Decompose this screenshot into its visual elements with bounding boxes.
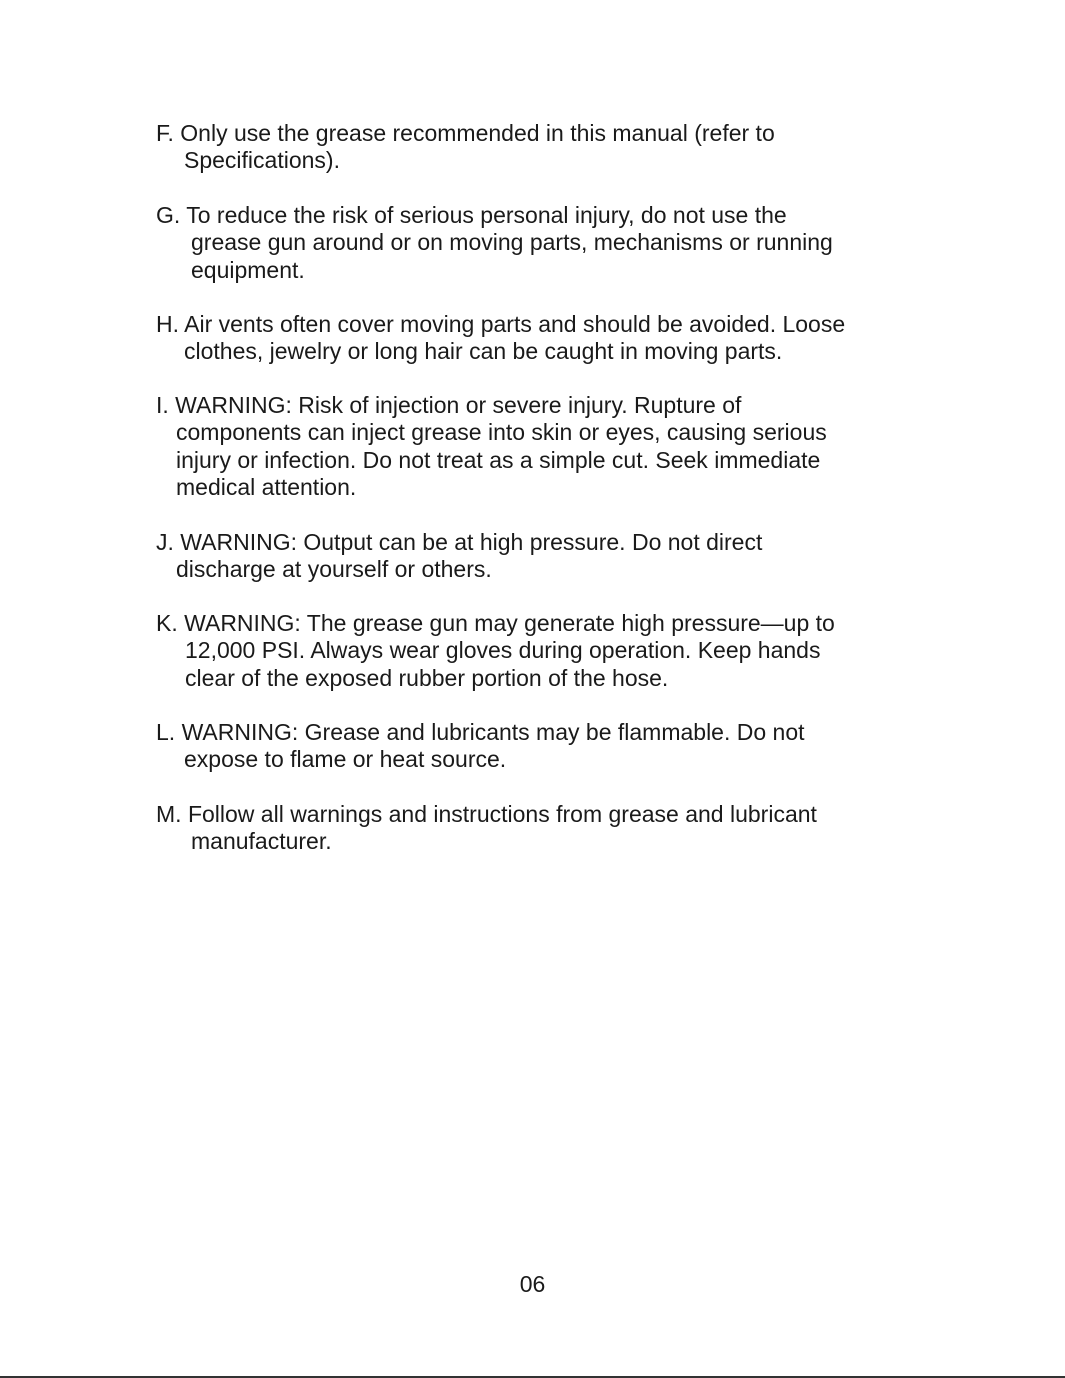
safety-item-m [156, 801, 817, 856]
item-line: equipment. [191, 256, 305, 283]
item-line: clothes, jewelry or long hair can be caught in moving parts. [184, 338, 783, 365]
safety-item-f [156, 120, 775, 175]
item-line: M. Follow all warnings and instructions from grease and lubricant [156, 801, 817, 827]
item-line: medical attention. [176, 473, 357, 500]
safety-item-k [156, 610, 835, 692]
item-line: 12,000 PSI. Always wear gloves during operation. Keep hands [185, 637, 821, 664]
item-line: H. Air vents often cover moving parts and should be avoided. Loose [156, 311, 846, 337]
item-line: discharge at yourself or others. [176, 556, 492, 583]
safety-item-j [156, 529, 762, 584]
item-line: manufacturer. [191, 828, 332, 855]
safety-item-i [156, 392, 827, 501]
safety-item-l [156, 719, 805, 774]
item-line: J. WARNING: Output can be at high pressure. Do not direct [156, 529, 763, 555]
item-line: G. To reduce the risk of serious personal injury, do not use the [156, 202, 787, 228]
item-line: grease gun around or on moving parts, mechanisms or running [191, 229, 833, 256]
item-line: clear of the exposed rubber portion of the hose. [185, 664, 669, 691]
item-line: I. WARNING: Risk of injection or severe injury. Rupture of [156, 392, 742, 418]
item-line: injury or infection. Do not treat as a simple cut. Seek immediate [176, 446, 821, 473]
safety-item-g [156, 202, 833, 284]
item-line: Specifications). [184, 147, 340, 174]
item-line: F. Only use the grease recommended in this manual (refer to [156, 120, 775, 146]
page-number: 06 [519, 1271, 546, 1297]
item-line: L. WARNING: Grease and lubricants may be flammable. Do not [156, 719, 805, 745]
item-line: K. WARNING: The grease gun may generate high pressure—up to [156, 610, 835, 636]
item-line: expose to flame or heat source. [184, 746, 507, 773]
item-line: components can inject grease into skin or eyes, causing serious [176, 419, 827, 446]
safety-item-h [156, 311, 845, 366]
